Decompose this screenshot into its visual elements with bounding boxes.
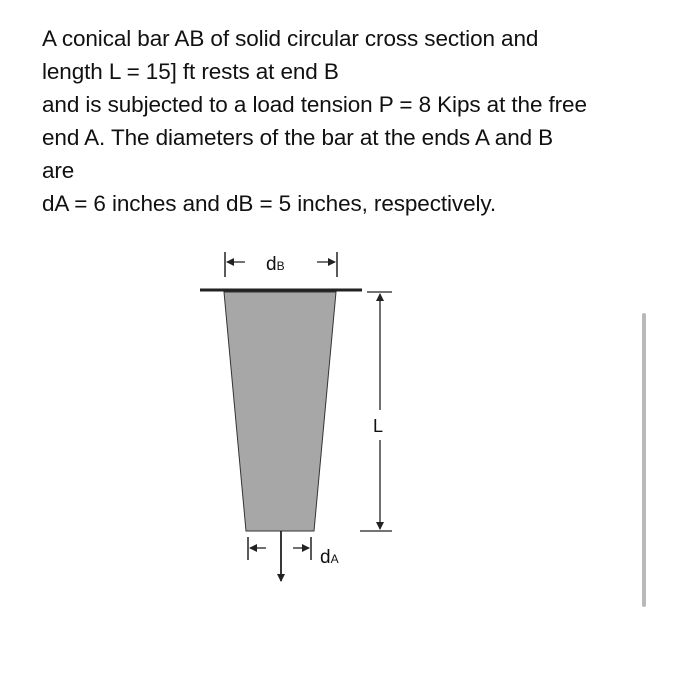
problem-line-1: A conical bar AB of solid circular cross section and bbox=[42, 26, 539, 51]
db-dimension bbox=[225, 252, 337, 277]
problem-line-5: are bbox=[42, 158, 75, 183]
da-label-sub: A bbox=[330, 552, 339, 566]
db-label-main: d bbox=[266, 254, 277, 275]
da-label-main: d bbox=[320, 547, 331, 568]
db-label-sub: B bbox=[276, 259, 285, 273]
problem-line-2: length L = 15] ft rests at end B bbox=[42, 59, 339, 84]
da-dimension bbox=[248, 537, 339, 568]
db-label bbox=[266, 254, 285, 275]
problem-line-4: end A. The diameters of the bar at the ends A and B bbox=[42, 125, 554, 150]
conical-bar bbox=[224, 292, 336, 531]
da-label bbox=[320, 547, 339, 568]
problem-line-6: dA = 6 inches and dB = 5 inches, respectively. bbox=[42, 191, 497, 216]
length-dimension bbox=[360, 292, 392, 531]
l-label: L bbox=[373, 416, 384, 436]
scrollbar[interactable] bbox=[642, 313, 646, 607]
problem-line-3: and is subjected to a load tension P = 8 Kips at the free bbox=[42, 92, 587, 117]
